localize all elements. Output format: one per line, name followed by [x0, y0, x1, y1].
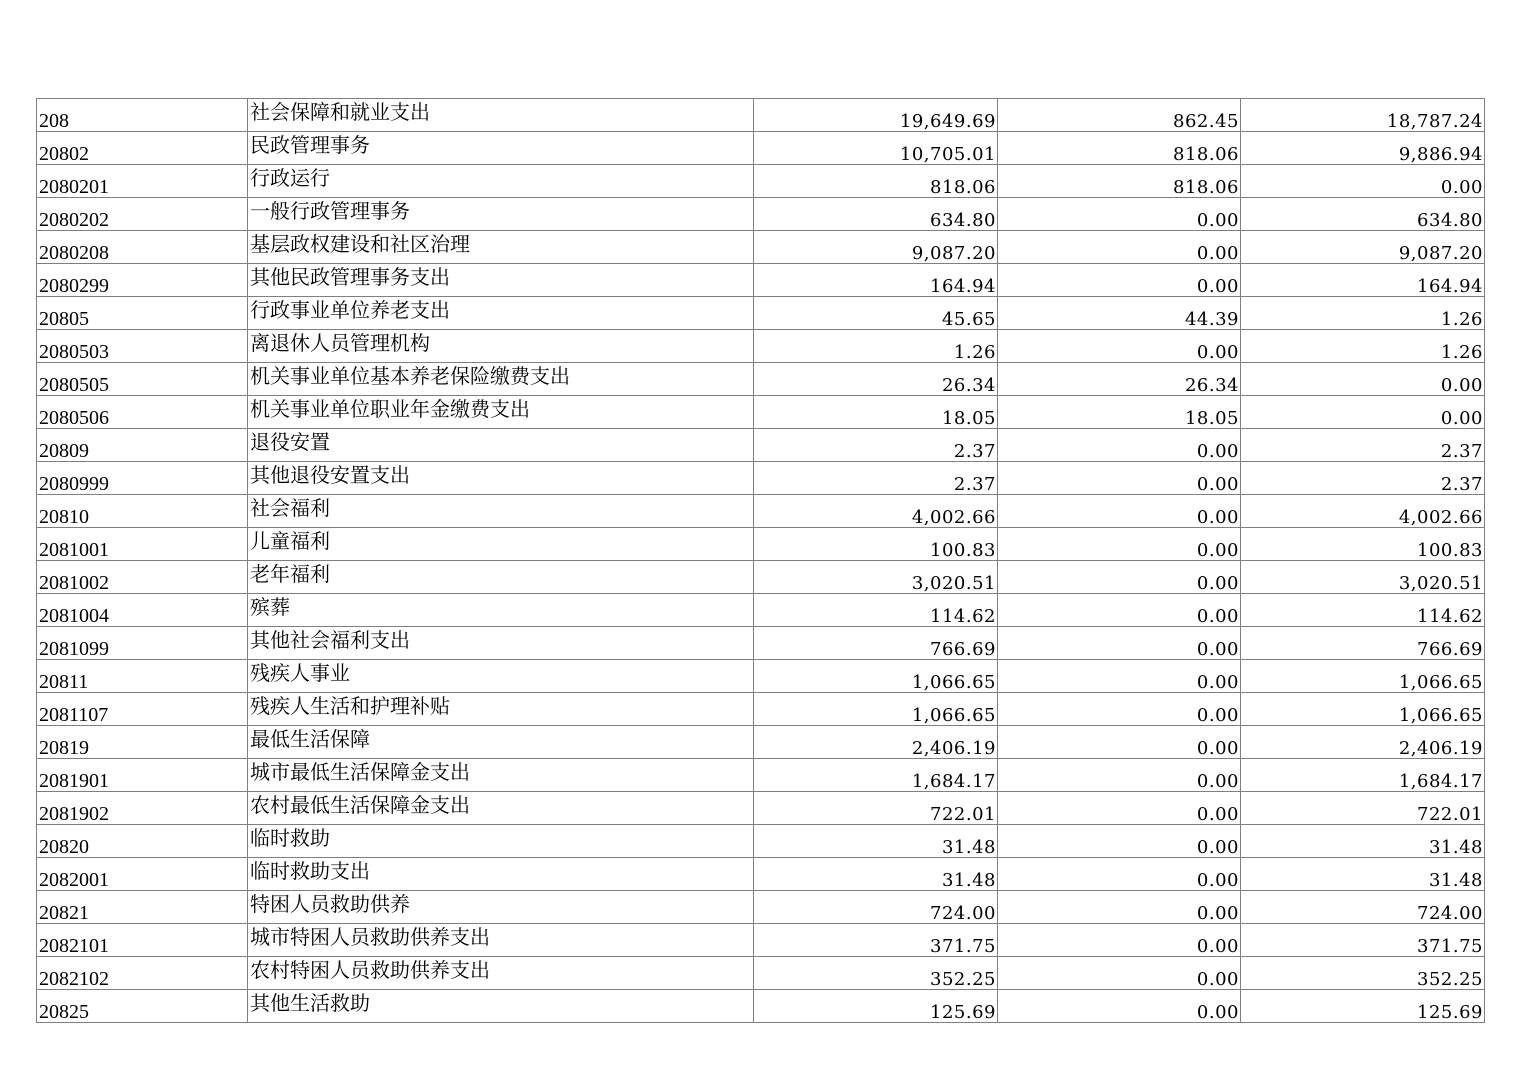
cell-total: 1,066.65 [754, 660, 998, 693]
cell-code: 2080202 [37, 198, 248, 231]
table-row [37, 462, 1485, 495]
cell-basic: 44.39 [998, 297, 1241, 330]
cell-basic: 0.00 [998, 528, 1241, 561]
cell-project: 1.26 [1241, 330, 1485, 363]
table-row [37, 264, 1485, 297]
table-row [37, 891, 1485, 924]
table-row [37, 363, 1485, 396]
cell-project: 0.00 [1241, 396, 1485, 429]
cell-basic: 0.00 [998, 660, 1241, 693]
cell-code: 2082101 [37, 924, 248, 957]
cell-total: 10,705.01 [754, 132, 998, 165]
cell-code: 2081099 [37, 627, 248, 660]
cell-total: 1,684.17 [754, 759, 998, 792]
cell-total: 1.26 [754, 330, 998, 363]
cell-code: 208 [37, 99, 248, 132]
cell-total: 722.01 [754, 792, 998, 825]
cell-code: 2080506 [37, 396, 248, 429]
cell-project: 371.75 [1241, 924, 1485, 957]
cell-basic: 18.05 [998, 396, 1241, 429]
cell-name: 其他社会福利支出 [248, 627, 754, 660]
cell-total: 19,649.69 [754, 99, 998, 132]
cell-project: 114.62 [1241, 594, 1485, 627]
table-row [37, 99, 1485, 132]
cell-code: 20802 [37, 132, 248, 165]
cell-project: 31.48 [1241, 858, 1485, 891]
table-row [37, 528, 1485, 561]
cell-basic: 0.00 [998, 495, 1241, 528]
cell-name: 基层政权建设和社区治理 [248, 231, 754, 264]
cell-basic: 0.00 [998, 627, 1241, 660]
cell-project: 1,066.65 [1241, 693, 1485, 726]
cell-basic: 0.00 [998, 198, 1241, 231]
cell-basic: 0.00 [998, 858, 1241, 891]
cell-total: 371.75 [754, 924, 998, 957]
cell-name: 殡葬 [248, 594, 754, 627]
cell-name: 机关事业单位基本养老保险缴费支出 [248, 363, 754, 396]
cell-code: 2081004 [37, 594, 248, 627]
cell-basic: 0.00 [998, 891, 1241, 924]
cell-basic: 818.06 [998, 132, 1241, 165]
cell-basic: 0.00 [998, 330, 1241, 363]
cell-name: 特困人员救助供养 [248, 891, 754, 924]
cell-name: 残疾人生活和护理补贴 [248, 693, 754, 726]
cell-code: 20821 [37, 891, 248, 924]
table-row [37, 396, 1485, 429]
cell-project: 3,020.51 [1241, 561, 1485, 594]
table-row [37, 759, 1485, 792]
cell-total: 9,087.20 [754, 231, 998, 264]
table-row [37, 627, 1485, 660]
cell-code: 2080299 [37, 264, 248, 297]
table-body [37, 99, 1485, 1023]
cell-basic: 0.00 [998, 594, 1241, 627]
cell-code: 20820 [37, 825, 248, 858]
table-row [37, 957, 1485, 990]
cell-total: 352.25 [754, 957, 998, 990]
cell-basic: 0.00 [998, 759, 1241, 792]
cell-total: 818.06 [754, 165, 998, 198]
cell-basic: 0.00 [998, 924, 1241, 957]
cell-name: 农村特困人员救助供养支出 [248, 957, 754, 990]
cell-project: 0.00 [1241, 363, 1485, 396]
table-row [37, 858, 1485, 891]
cell-basic: 0.00 [998, 231, 1241, 264]
cell-code: 2081107 [37, 693, 248, 726]
cell-code: 2081002 [37, 561, 248, 594]
cell-name: 其他退役安置支出 [248, 462, 754, 495]
cell-project: 4,002.66 [1241, 495, 1485, 528]
cell-code: 2080505 [37, 363, 248, 396]
cell-basic: 818.06 [998, 165, 1241, 198]
table-row [37, 429, 1485, 462]
cell-basic: 0.00 [998, 429, 1241, 462]
cell-total: 125.69 [754, 990, 998, 1023]
cell-name: 临时救助 [248, 825, 754, 858]
cell-code: 20805 [37, 297, 248, 330]
cell-total: 766.69 [754, 627, 998, 660]
cell-name: 机关事业单位职业年金缴费支出 [248, 396, 754, 429]
cell-name: 城市最低生活保障金支出 [248, 759, 754, 792]
cell-basic: 0.00 [998, 264, 1241, 297]
cell-project: 164.94 [1241, 264, 1485, 297]
table-row [37, 495, 1485, 528]
cell-name: 城市特困人员救助供养支出 [248, 924, 754, 957]
cell-code: 20825 [37, 990, 248, 1023]
table-row [37, 990, 1485, 1023]
cell-code: 20811 [37, 660, 248, 693]
cell-name: 老年福利 [248, 561, 754, 594]
cell-total: 18.05 [754, 396, 998, 429]
cell-code: 2081001 [37, 528, 248, 561]
cell-total: 2.37 [754, 429, 998, 462]
cell-code: 2081901 [37, 759, 248, 792]
cell-project: 31.48 [1241, 825, 1485, 858]
cell-project: 9,087.20 [1241, 231, 1485, 264]
table-row [37, 561, 1485, 594]
cell-project: 1,684.17 [1241, 759, 1485, 792]
cell-project: 352.25 [1241, 957, 1485, 990]
table-row [37, 924, 1485, 957]
cell-name: 农村最低生活保障金支出 [248, 792, 754, 825]
cell-total: 2,406.19 [754, 726, 998, 759]
cell-code: 2080201 [37, 165, 248, 198]
cell-total: 724.00 [754, 891, 998, 924]
cell-total: 31.48 [754, 858, 998, 891]
cell-project: 2.37 [1241, 462, 1485, 495]
cell-project: 722.01 [1241, 792, 1485, 825]
cell-basic: 26.34 [998, 363, 1241, 396]
cell-basic: 0.00 [998, 726, 1241, 759]
cell-code: 2081902 [37, 792, 248, 825]
cell-basic: 862.45 [998, 99, 1241, 132]
table-row [37, 660, 1485, 693]
cell-project: 634.80 [1241, 198, 1485, 231]
cell-code: 2082001 [37, 858, 248, 891]
cell-project: 0.00 [1241, 165, 1485, 198]
cell-name: 一般行政管理事务 [248, 198, 754, 231]
table-row [37, 330, 1485, 363]
cell-project: 125.69 [1241, 990, 1485, 1023]
cell-project: 766.69 [1241, 627, 1485, 660]
cell-code: 2082102 [37, 957, 248, 990]
cell-name: 临时救助支出 [248, 858, 754, 891]
table-row [37, 693, 1485, 726]
cell-total: 100.83 [754, 528, 998, 561]
cell-name: 社会保障和就业支出 [248, 99, 754, 132]
cell-project: 18,787.24 [1241, 99, 1485, 132]
cell-name: 退役安置 [248, 429, 754, 462]
table-row [37, 825, 1485, 858]
cell-total: 26.34 [754, 363, 998, 396]
cell-total: 31.48 [754, 825, 998, 858]
cell-code: 2080999 [37, 462, 248, 495]
cell-code: 20809 [37, 429, 248, 462]
cell-project: 100.83 [1241, 528, 1485, 561]
cell-name: 其他民政管理事务支出 [248, 264, 754, 297]
cell-basic: 0.00 [998, 792, 1241, 825]
cell-basic: 0.00 [998, 561, 1241, 594]
cell-total: 164.94 [754, 264, 998, 297]
cell-name: 最低生活保障 [248, 726, 754, 759]
cell-total: 2.37 [754, 462, 998, 495]
budget-table [36, 98, 1485, 1023]
table-row [37, 726, 1485, 759]
cell-name: 儿童福利 [248, 528, 754, 561]
table-row [37, 594, 1485, 627]
cell-basic: 0.00 [998, 693, 1241, 726]
cell-name: 行政事业单位养老支出 [248, 297, 754, 330]
cell-project: 2,406.19 [1241, 726, 1485, 759]
table-row [37, 792, 1485, 825]
cell-code: 2080503 [37, 330, 248, 363]
cell-project: 1,066.65 [1241, 660, 1485, 693]
cell-project: 1.26 [1241, 297, 1485, 330]
cell-name: 民政管理事务 [248, 132, 754, 165]
table-row [37, 165, 1485, 198]
cell-name: 离退休人员管理机构 [248, 330, 754, 363]
cell-project: 9,886.94 [1241, 132, 1485, 165]
cell-total: 4,002.66 [754, 495, 998, 528]
cell-basic: 0.00 [998, 990, 1241, 1023]
cell-total: 114.62 [754, 594, 998, 627]
cell-project: 724.00 [1241, 891, 1485, 924]
cell-name: 社会福利 [248, 495, 754, 528]
cell-total: 634.80 [754, 198, 998, 231]
cell-total: 3,020.51 [754, 561, 998, 594]
cell-name: 残疾人事业 [248, 660, 754, 693]
cell-project: 2.37 [1241, 429, 1485, 462]
cell-basic: 0.00 [998, 825, 1241, 858]
table-row [37, 297, 1485, 330]
cell-total: 1,066.65 [754, 693, 998, 726]
cell-name: 其他生活救助 [248, 990, 754, 1023]
cell-basic: 0.00 [998, 957, 1241, 990]
table-row [37, 132, 1485, 165]
cell-total: 45.65 [754, 297, 998, 330]
cell-code: 20819 [37, 726, 248, 759]
cell-code: 2080208 [37, 231, 248, 264]
table-row [37, 198, 1485, 231]
cell-code: 20810 [37, 495, 248, 528]
cell-basic: 0.00 [998, 462, 1241, 495]
table-row [37, 231, 1485, 264]
cell-name: 行政运行 [248, 165, 754, 198]
